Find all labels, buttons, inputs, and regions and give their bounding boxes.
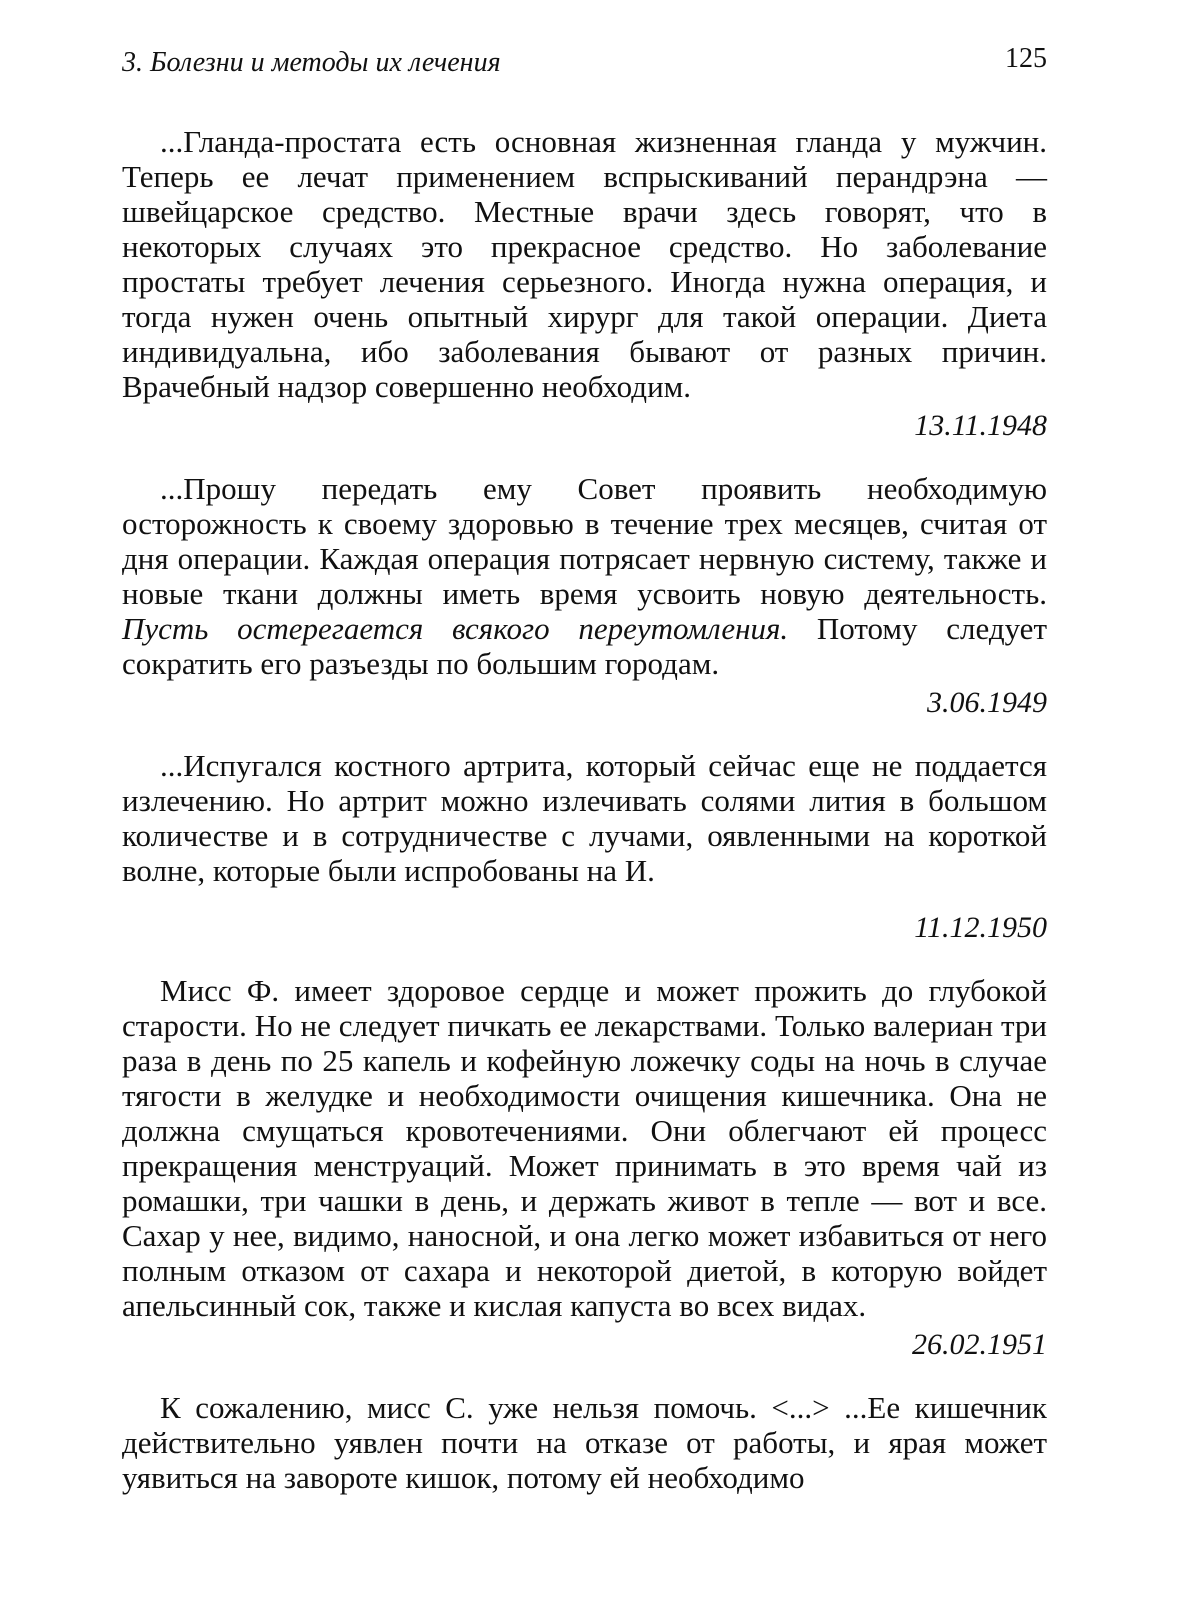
entry-miss-f	[122, 973, 1047, 1362]
entry-text	[122, 471, 1047, 681]
entry-text: Мисс Ф. имеет здоровое сердце и может прожить до глубокой старости. Но не следует пичкать ее лекарствами. Только валериан три раза в день по 25 капель и кофейную ложечку соды на ночь в случае тягости в желудке и необходимости очищения кишечника. Она не должна смущаться кровотечениями. Они облегчают ей процесс прекращения менструаций. Может принимать в это время чай из ромашки, три чашки в день, и держать живот в тепле — вот и все. Сахар у нее, видимо, наносной, и она легко может избавиться от него полным отказом от сахара и некоторой диетой, в которую войдет апельсинный сок, также и кислая капуста во всех видах.	[122, 973, 1047, 1323]
entry-miss-s	[122, 1390, 1047, 1495]
entry-prostate	[122, 124, 1047, 443]
entry-text-emphasis: Пусть остерегается всякого переутомления.	[122, 611, 789, 646]
running-head	[122, 34, 1047, 84]
entries	[122, 124, 1047, 1495]
entry-date: 3.06.1949	[927, 686, 1047, 719]
entry-text: К сожалению, мисс С. уже нельзя помочь. <...> ...Ее кишечник действительно уявлен почти на отказе от работы, и ярая может уявиться на завороте кишок, потому ей необходимо	[122, 1390, 1047, 1495]
section-title: 3. Болезни и методы их лечения	[122, 47, 501, 78]
page-number: 125	[1005, 43, 1047, 74]
entry-operation-caution	[122, 471, 1047, 720]
entry-text: ...Испугался костного артрита, который сейчас еще не поддается излечению. Но артрит можно излечивать солями лития в большом количестве и в сотрудничестве с лучами, оявленными на короткой волне, которые были испробованы на И.	[122, 748, 1047, 888]
entry-date: 11.12.1950	[914, 911, 1047, 944]
entry-date: 26.02.1951	[912, 1328, 1047, 1361]
entry-text-part: ...Прошу передать ему Совет проявить необходимую осторожность к своему здоровью в течение трех месяцев, считая от дня операции. Каждая операция потрясает нервную систему, также и новые ткани должны иметь время усвоить новую деятельность.	[122, 471, 1047, 611]
entry-text: ...Гланда-простата есть основная жизненная гланда у мужчин. Теперь ее лечат применением вспрыскиваний перандрэна — швейцарское средство. Местные врачи здесь говорят, что в некоторых случаях это прекрасное средство. Но заболевание простаты требует лечения серьезного. Иногда нужна операция, и тогда нужен очень опытный хирург для такой операции. Диета индивидуальна, ибо заболевания бывают от разных причин. Врачебный надзор совершенно необходим.	[122, 124, 1047, 404]
book-page	[122, 34, 1047, 1495]
entry-date: 13.11.1948	[914, 409, 1047, 442]
entry-arthritis	[122, 748, 1047, 945]
entry-text-part: Потому следует сократить его разъезды по большим городам.	[122, 611, 1047, 681]
